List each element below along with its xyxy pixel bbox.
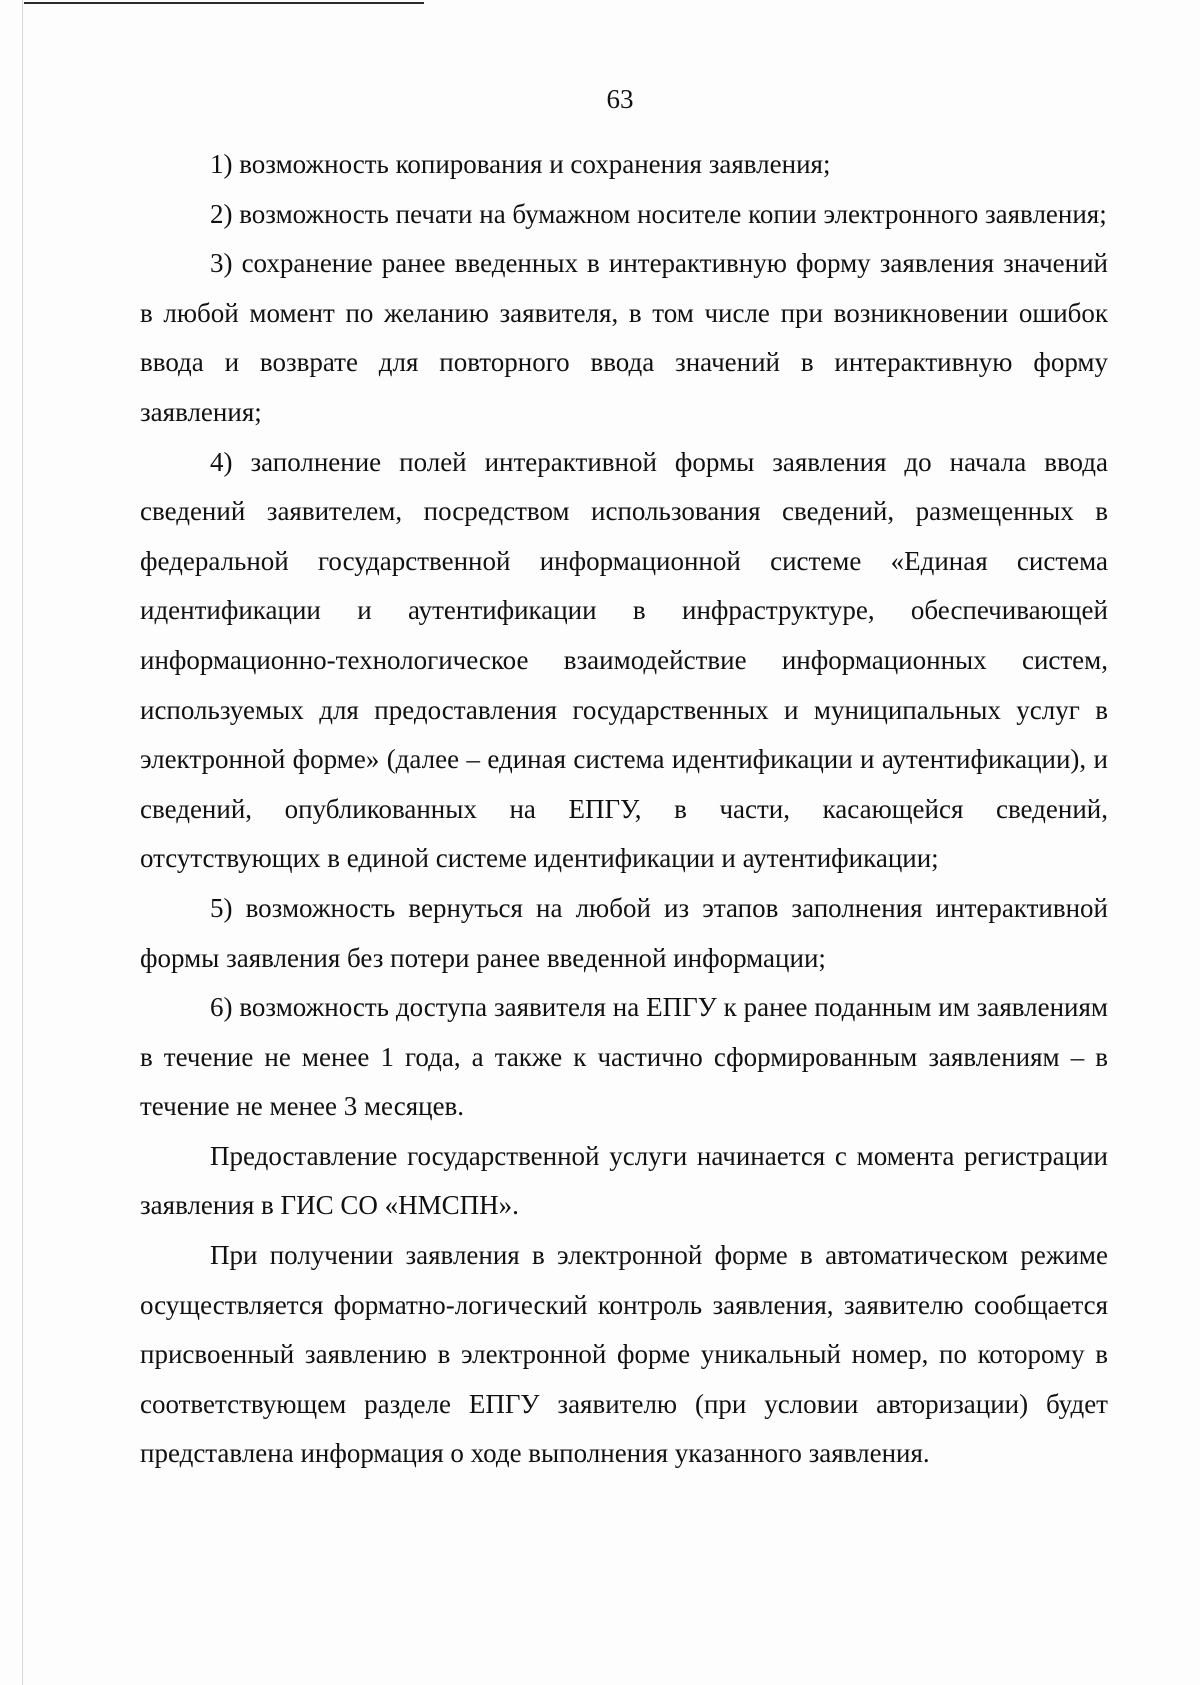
paragraph-item-4: 4) заполнение полей интерактивной формы заявления до начала ввода сведений заявителем, посредством использования сведений, размещенных в федеральной государственной информационной системе «Единая система идентификации и аутентификации в инфраструктуре, обеспечивающей информационно-технологическое взаимодействие информационных систем, используемых для предоставления государственных и муниципальных услуг в электронной форме» (далее – единая система идентификации и аутентификации), и сведений, опубликованных на ЕПГУ, в части, касающейся сведений, отсутствующих в единой системе идентификации и аутентификации; xyxy=(140,446,1108,874)
page-number: 63 xyxy=(606,84,634,114)
paragraph-service-start: Предоставление государственной услуги начинается с момента регистрации заявления в ГИС СО «НМСПН». xyxy=(140,1140,1108,1221)
scan-border-line xyxy=(24,2,424,4)
paragraph-item-1: 1) возможность копирования и сохранения заявления; xyxy=(210,149,831,179)
paragraph-item-2: 2) возможность печати на бумажном носителе копии электронного заявления; xyxy=(210,198,1107,229)
paragraph-item-6: 6) возможность доступа заявителя на ЕПГУ к ранее поданным им заявлениям в течение не менее 1 года, а также к частично сформированным заявлениям – в течение не менее 3 месяцев. xyxy=(140,992,1108,1122)
scan-left-edge xyxy=(22,0,23,1685)
paragraph-item-3: 3) сохранение ранее введенных в интерактивную форму заявления значений в любой момент по желанию заявителя, в том числе при возникновении ошибок ввода и возврате для повторного ввода значений в интерактивную форму заявления; xyxy=(140,248,1108,427)
document-body xyxy=(140,140,1108,1479)
paragraph-electronic-receipt: При получении заявления в электронной форме в автоматическом режиме осуществляется форматно-логический контроль заявления, заявителю сообщается присвоенный заявлению в электронной форме уникальный номер, по которому в соответствующем разделе ЕПГУ заявителю (при условии авторизации) будет представлена информация о ходе выполнения указанного заявления. xyxy=(140,1240,1108,1469)
paragraph-item-5: 5) возможность вернуться на любой из этапов заполнения интерактивной формы заявления без потери ранее введенной информации; xyxy=(140,892,1108,973)
